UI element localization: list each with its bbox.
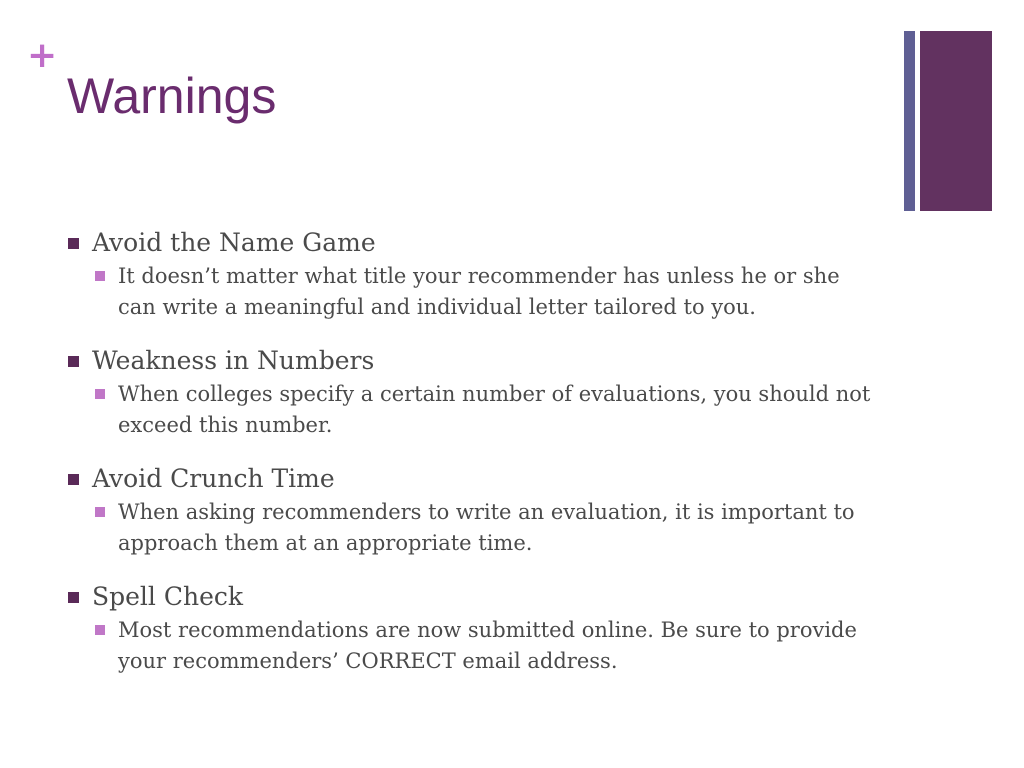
- sub-bullet-text: When asking recommenders to write an evaluation, it is important to approach them at an appropriate time.: [118, 500, 855, 555]
- bullet-heading: [68, 462, 878, 496]
- slide-title: Warnings: [67, 68, 277, 124]
- bullet-section-spell-check: [68, 580, 878, 677]
- decorative-bar-thin: [904, 31, 915, 211]
- bullet-section-name-game: [68, 226, 878, 323]
- sub-bullet: [118, 261, 878, 323]
- bullet-heading-text: Spell Check: [92, 582, 244, 611]
- square-bullet-icon: [95, 271, 105, 281]
- square-bullet-icon: [95, 507, 105, 517]
- bullet-heading: [68, 226, 878, 260]
- square-bullet-icon: [68, 356, 79, 367]
- sub-bullet: [118, 379, 878, 441]
- bullet-heading: [68, 580, 878, 614]
- decorative-bar-thick: [920, 31, 992, 211]
- bullet-section-crunch-time: [68, 462, 878, 559]
- square-bullet-icon: [68, 474, 79, 485]
- sub-bullet-text: When colleges specify a certain number of evaluations, you should not exceed this number.: [118, 382, 871, 437]
- sub-bullet-text: It doesn’t matter what title your recommender has unless he or she can write a meaningful and individual letter tailored to you.: [118, 264, 840, 319]
- bullet-list: [68, 226, 878, 698]
- bullet-section-weakness-numbers: [68, 344, 878, 441]
- plus-icon: +: [27, 35, 58, 76]
- bullet-heading-text: Avoid Crunch Time: [92, 464, 335, 493]
- square-bullet-icon: [68, 238, 79, 249]
- bullet-heading-text: Avoid the Name Game: [92, 228, 376, 257]
- square-bullet-icon: [95, 389, 105, 399]
- bullet-heading: [68, 344, 878, 378]
- sub-bullet: [118, 497, 878, 559]
- square-bullet-icon: [68, 592, 79, 603]
- square-bullet-icon: [95, 625, 105, 635]
- sub-bullet-text: Most recommendations are now submitted online. Be sure to provide your recommenders’ CORRECT email address.: [118, 618, 857, 673]
- sub-bullet: [118, 615, 878, 677]
- bullet-heading-text: Weakness in Numbers: [92, 346, 375, 375]
